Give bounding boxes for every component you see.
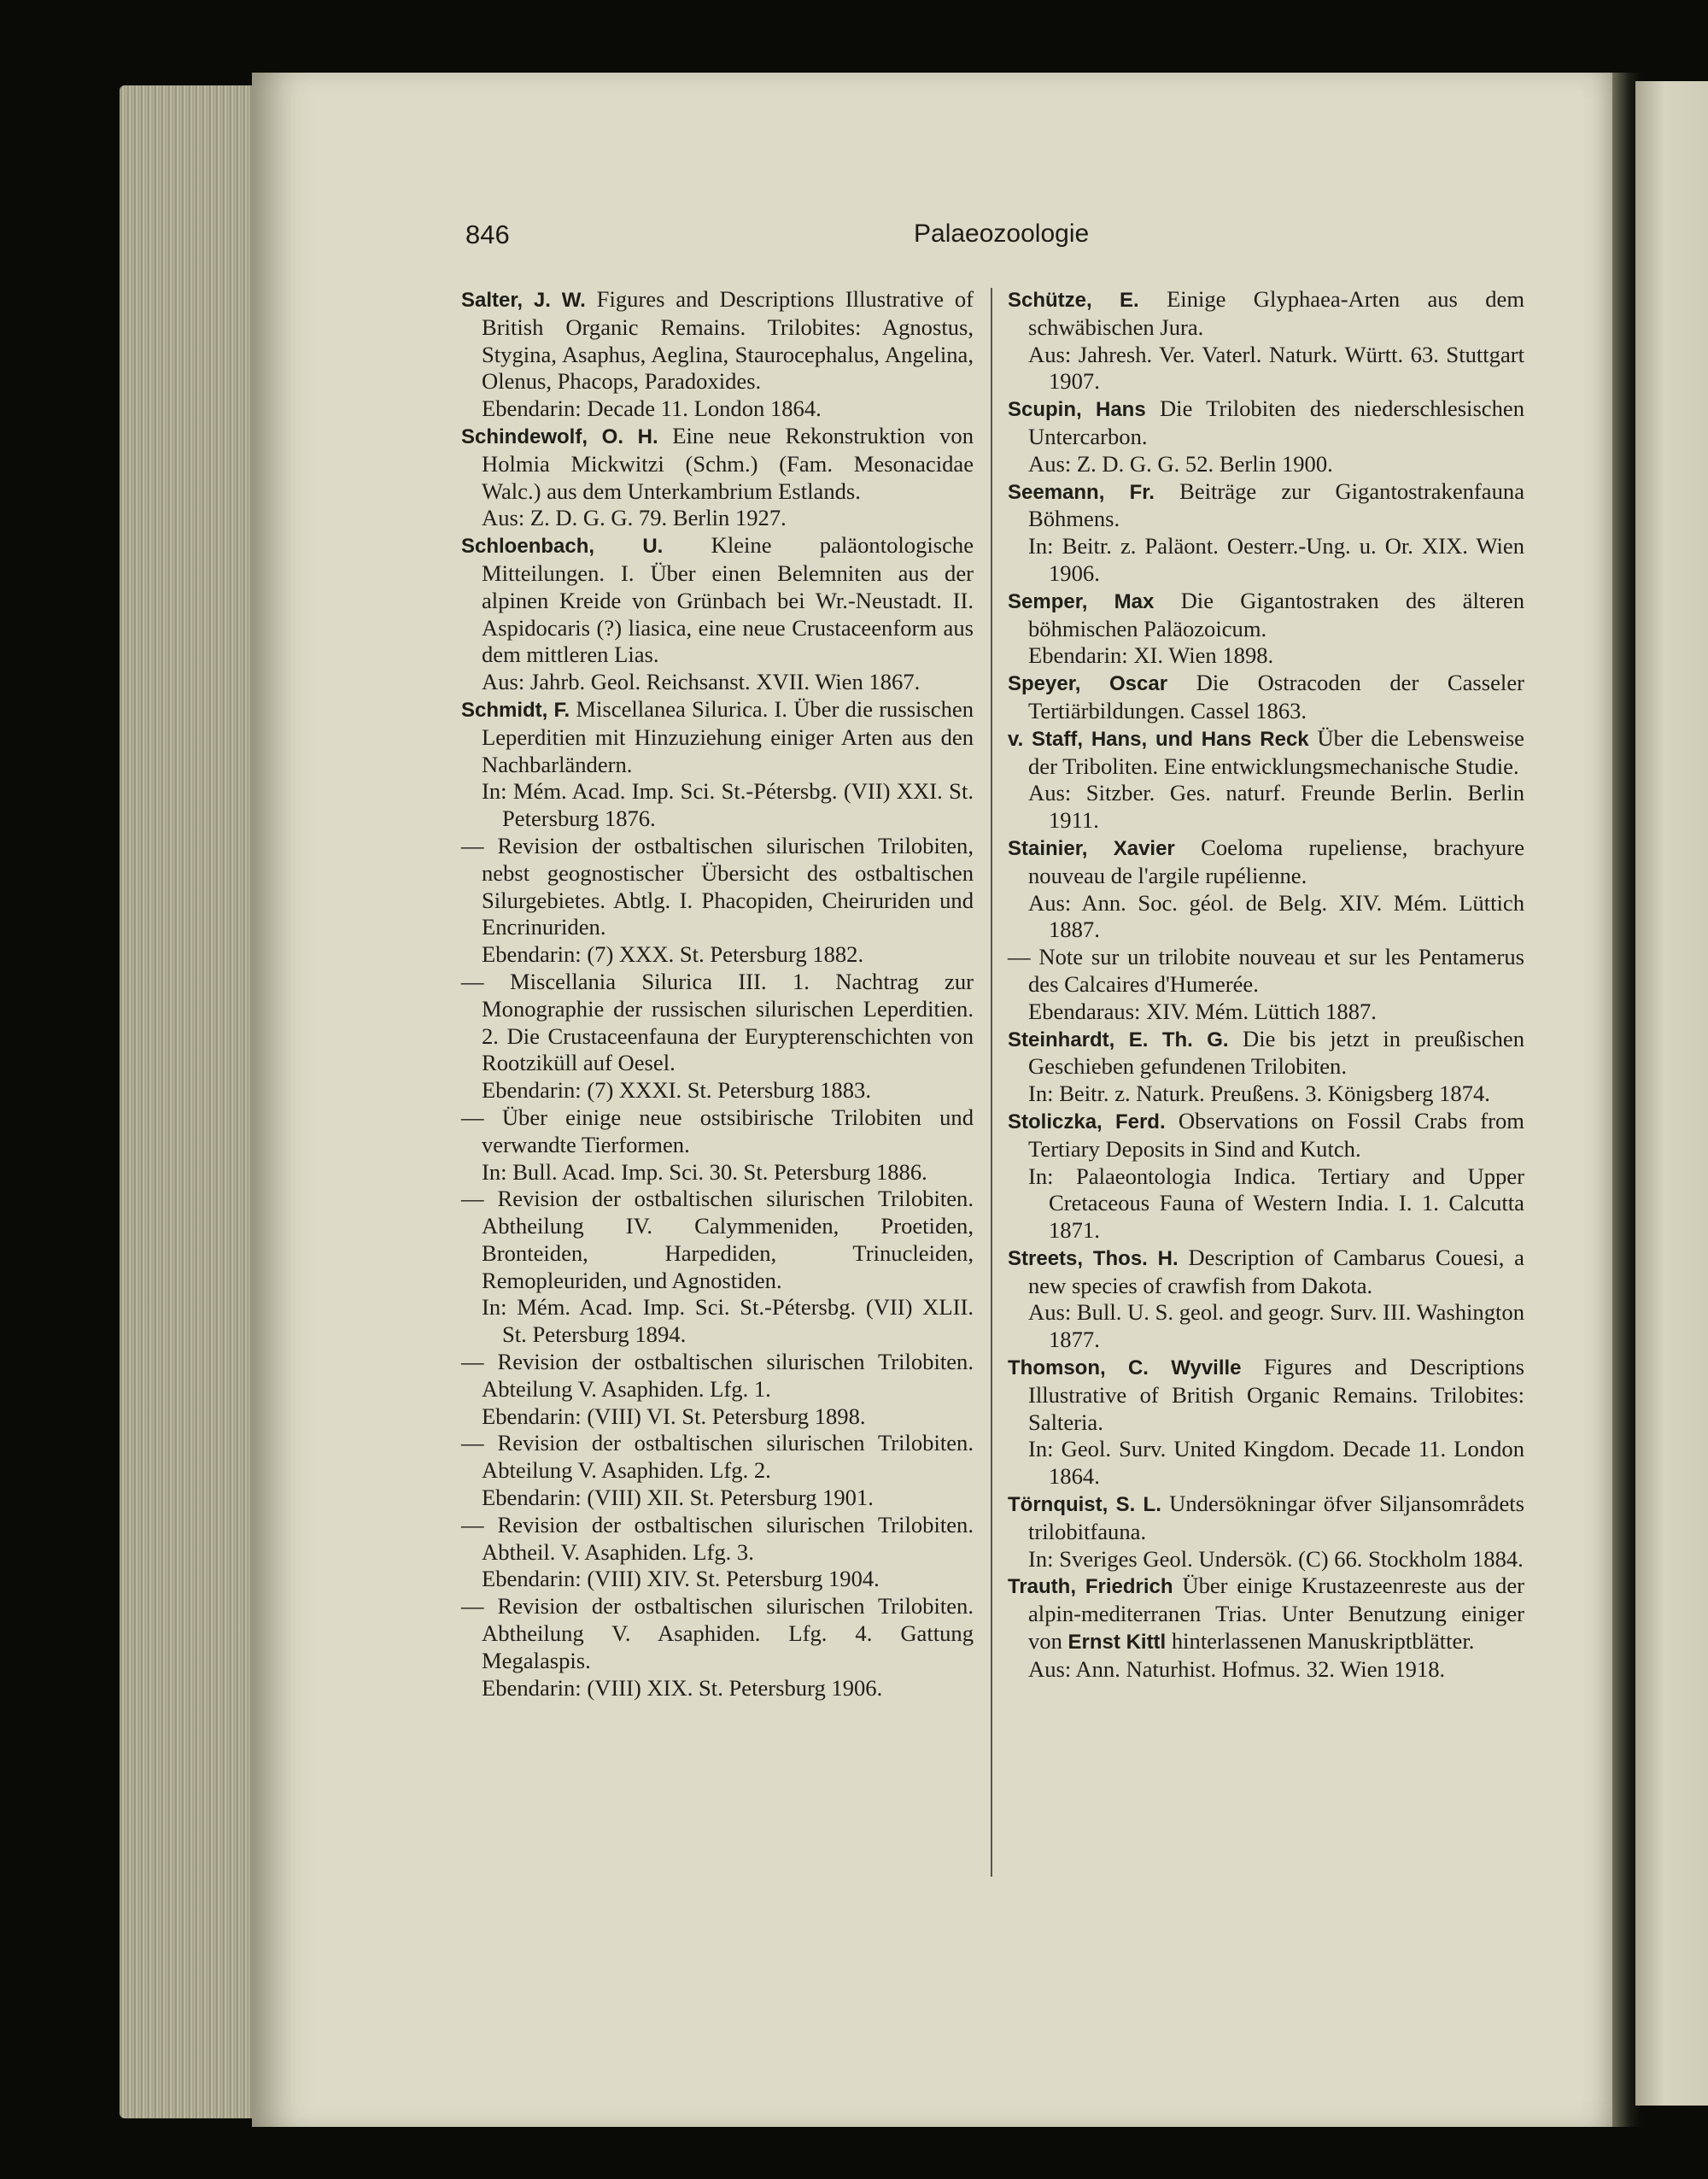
entry-title: Undersökningar öfver Siljansområdets trilobitfauna. (1028, 1491, 1524, 1544)
entry-title: Coeloma rupeliense, brachyure nouveau de l'argile rupélienne. (1028, 834, 1524, 888)
bib-entry (461, 1593, 974, 1702)
bib-entry (1008, 725, 1524, 835)
entry-author: Stoliczka, Ferd. (1008, 1110, 1166, 1133)
entry-person-name: Ernst Kittl (1068, 1631, 1167, 1655)
bib-entry (1008, 395, 1524, 477)
entry-source: Ebendarin: (7) XXXI. St. Petersburg 1883. (482, 1077, 871, 1104)
entry-title: Figures and Descriptions Illustrative of British Organic Remains. Trilobites: Agnostus, Stygina, Asaphus, Aeglina, Staurocephalus, Angelina, Olenus, Phacops, Paradoxides. (482, 286, 974, 395)
entry-author: Scupin, Hans (1008, 398, 1146, 422)
ditto-dash: — (461, 1349, 484, 1375)
running-head: Palaeozoologie (914, 220, 1090, 248)
entry-title: Revision der ostbaltischen silurischen Trilobiten. Abteilung V. Asaphiden. Lfg. 2. (482, 1430, 974, 1484)
entry-title: Figures and Descriptions Illustrative of British Organic Remains. Trilobites: Salteria. (1028, 1354, 1524, 1435)
entry-title: Die bis jetzt in preußischen Geschieben gefundenen Trilobiten. (1028, 1025, 1524, 1080)
entry-author: Speyer, Oscar (1008, 672, 1168, 696)
bib-entry (1008, 1108, 1524, 1245)
entry-title: Die Ostracoden der Casseler Tertiärbildungen. Cassel 1863. (1028, 670, 1524, 723)
bib-entry (1008, 835, 1524, 944)
bib-entry (461, 286, 974, 423)
bib-entry (461, 696, 974, 833)
bib-entry (1008, 1354, 1524, 1491)
entry-author: Thomson, C. Wyville (1008, 1356, 1242, 1380)
entry-title: Description of Cambarus Couesi, a new species of crawfish from Dakota. (1028, 1244, 1524, 1298)
entry-source: Aus: Ann. Soc. géol. de Belg. XIV. Mém. Lüttich 1887. (1028, 889, 1524, 943)
bib-entry (461, 969, 974, 1104)
entry-title: Die Trilobiten des niederschlesischen Untercarbon. (1028, 395, 1524, 449)
entry-title: Eine neue Rekonstruktion von Holmia Mickwitzi (Schm.) (Fam. Mesonacidae Walc.) aus dem Unterkambrium Estlands. (482, 422, 974, 504)
bib-entry (461, 1104, 974, 1186)
entry-title: Revision der ostbaltischen silurischen Trilobiten. Abtheilung V. Asaphiden. Lfg. 4. Gattung Megalaspis. (482, 1593, 974, 1673)
entry-source: Aus: Jahresh. Ver. Vaterl. Naturk. Württ. 63. Stuttgart 1907. (1028, 341, 1524, 395)
bib-entry (461, 423, 974, 532)
entry-source: Ebendarin: (VIII) XIV. St. Petersburg 1904. (482, 1566, 880, 1592)
entry-source: In: Sveriges Geol. Undersök. (C) 66. Stockholm 1884. (1028, 1545, 1524, 1572)
entry-source: Ebendarin: (VIII) XIX. St. Petersburg 1906. (482, 1674, 883, 1701)
entry-author: Semper, Max (1008, 589, 1155, 613)
entry-source: Aus: Jahrb. Geol. Reichsanst. XVII. Wien 1867. (482, 669, 921, 695)
facing-page-edge (1635, 81, 1708, 2106)
entry-source: In: Beitr. z. Naturk. Preußens. 3. Königsberg 1874. (1028, 1081, 1490, 1107)
bib-entry (1008, 944, 1524, 1025)
ditto-dash: — (461, 832, 484, 858)
entry-title: Die Gigantostraken des älteren böhmischen Paläozoicum. (1028, 587, 1524, 641)
entry-title: Note sur un trilobite nouveau et sur les Pentamerus des Calcaires d'Humerée. (1028, 944, 1524, 997)
entry-author: Streets, Thos. H. (1008, 1246, 1179, 1270)
entry-title: Kleine paläontologische Mitteilungen. I. Über einen Belemniten aus der alpinen Kreide von Grünbach bei Wr.-Neustadt. II. Aspidocaris (?) liasica, eine neue Crustaceenform aus dem mittleren Lias. (482, 532, 974, 668)
bib-entry (1008, 588, 1524, 670)
bib-entry (1008, 286, 1524, 395)
entry-source: Aus: Bull. U. S. geol. and geogr. Surv. III. Washington 1877. (1028, 1299, 1524, 1353)
ditto-dash: — (461, 1511, 484, 1538)
entry-title: Miscellanea Silurica. I. Über die russischen Leperditien mit Hinzuziehung einiger Arten aus den Nachbarländern. (482, 695, 974, 777)
ditto-dash: — (461, 1186, 484, 1212)
column-rule (991, 288, 992, 1877)
bib-entry (461, 1186, 974, 1349)
entry-source: In: Mém. Acad. Imp. Sci. St.-Pétersbg. (VII) XLII. St. Petersburg 1894. (482, 1294, 974, 1348)
entry-source: In: Beitr. z. Paläont. Oesterr.-Ung. u. Or. XIX. Wien 1906. (1028, 533, 1524, 586)
entry-source: In: Mém. Acad. Imp. Sci. St.-Pétersbg. (VII) XXI. St. Petersburg 1876. (482, 778, 974, 832)
entry-source: In: Bull. Acad. Imp. Sci. 30. St. Petersburg 1886. (482, 1158, 927, 1185)
entry-source: Aus: Z. D. G. G. 79. Berlin 1927. (482, 505, 787, 531)
entry-title: Revision der ostbaltischen silurischen Trilobiten. Abtheilung IV. Calymmeniden, Proetiden, Bronteiden, Harpediden, Trinucleiden, Remopleuriden, und Agnostiden. (482, 1186, 974, 1293)
entry-author: Schmidt, F. (461, 698, 570, 722)
ditto-dash: — (1008, 944, 1031, 970)
entry-title: Revision der ostbaltischen silurischen Trilobiten. Abtheil. V. Asaphiden. Lfg. 3. (482, 1511, 974, 1565)
bib-entry (1008, 1245, 1524, 1354)
bib-entry (1008, 1573, 1524, 1683)
right-column (1008, 286, 1524, 1684)
entry-author: Trauth, Friedrich (1008, 1575, 1173, 1599)
entry-source: Aus: Sitzber. Ges. naturf. Freunde Berlin. Berlin 1911. (1028, 780, 1524, 834)
bib-entry (1008, 1026, 1524, 1108)
entry-title: Über einige neue ostsibirische Trilobiten und verwandte Tierformen. (482, 1104, 974, 1157)
entry-title: Observations on Fossil Crabs from Tertiary Deposits in Sind and Kutch. (1028, 1107, 1524, 1162)
ditto-dash: — (461, 1104, 484, 1130)
entry-source: Aus: Ann. Naturhist. Hofmus. 32. Wien 1918. (1028, 1655, 1446, 1682)
left-column (461, 286, 974, 1702)
entry-title: Revision der ostbaltischen silurischen Trilobiten, nebst geognostischer Übersicht des ostbaltischen Silurgebietes. Abtlg. I. Phacopiden, Cheiruriden und Encrinuriden. (482, 832, 974, 940)
entry-source: Ebendarin: Decade 11. London 1864. (482, 395, 822, 422)
ditto-dash: — (461, 1593, 484, 1620)
entry-title: Über einige Krustazeenreste aus der alpin-mediterranen Trias. Unter Benutzung einiger von (1028, 1573, 1524, 1655)
bib-entry (1008, 670, 1524, 725)
entry-author: Törnquist, S. L. (1008, 1493, 1161, 1517)
entry-source: Ebendaraus: XIV. Mém. Lüttich 1887. (1028, 998, 1377, 1024)
bib-entry (461, 1349, 974, 1430)
entry-author: Seemann, Fr. (1008, 480, 1155, 504)
entry-author: Stainier, Xavier (1008, 836, 1175, 860)
entry-source: Ebendarin: (VIII) VI. St. Petersburg 1898. (482, 1403, 866, 1429)
book-page-edges (120, 85, 260, 2118)
bib-entry (1008, 1491, 1524, 1573)
entry-title: Beiträge zur Gigantostrakenfauna Böhmens. (1028, 477, 1524, 532)
entry-author: Steinhardt, E. Th. G. (1008, 1028, 1229, 1051)
entry-source: Aus: Z. D. G. G. 52. Berlin 1900. (1028, 450, 1333, 477)
bib-entry (461, 1512, 974, 1593)
page-number: 846 (465, 220, 510, 249)
ditto-dash: — (461, 1430, 484, 1456)
entry-source: Ebendarin: XI. Wien 1898. (1028, 642, 1274, 669)
entry-title: Revision der ostbaltischen silurischen Trilobiten. Abteilung V. Asaphiden. Lfg. 1. (482, 1349, 974, 1402)
entry-source: Ebendarin: (7) XXX. St. Petersburg 1882. (482, 941, 864, 968)
entry-author: Salter, J. W. (461, 289, 586, 312)
entry-title-end: hinterlassenen Manuskriptblätter. (1171, 1628, 1475, 1655)
bib-entry (461, 532, 974, 696)
bib-entry (1008, 478, 1524, 588)
bib-entry (461, 1430, 974, 1511)
entry-title: Über die Lebensweise der Triboliten. Eine entwicklungsmechanische Studie. (1028, 724, 1524, 779)
entry-source: In: Geol. Surv. United Kingdom. Decade 11. London 1864. (1028, 1436, 1524, 1490)
entry-source: In: Palaeontologia Indica. Tertiary and Upper Cretaceous Fauna of Western India. I. 1. Calcutta 1871. (1028, 1163, 1524, 1244)
entry-title: Einige Glyphaea-Arten aus dem schwäbischen Jura. (1028, 286, 1525, 340)
entry-title: Miscellania Silurica III. 1. Nachtrag zur Monographie der russischen silurischen Leperditien. 2. Die Crustaceenfauna der Eurypterenschichten von Rootziküll auf Oesel. (482, 968, 974, 1076)
ditto-dash: — (461, 968, 484, 994)
entry-author: v. Staff, Hans, und Hans Reck (1008, 727, 1309, 751)
entry-author: Schütze, E. (1008, 289, 1139, 312)
bib-entry (461, 833, 974, 969)
entry-author: Schloenbach, U. (461, 535, 664, 559)
entry-author: Schindewolf, O. H. (461, 425, 658, 448)
entry-source: Ebendarin: (VIII) XII. St. Petersburg 1901. (482, 1485, 874, 1511)
